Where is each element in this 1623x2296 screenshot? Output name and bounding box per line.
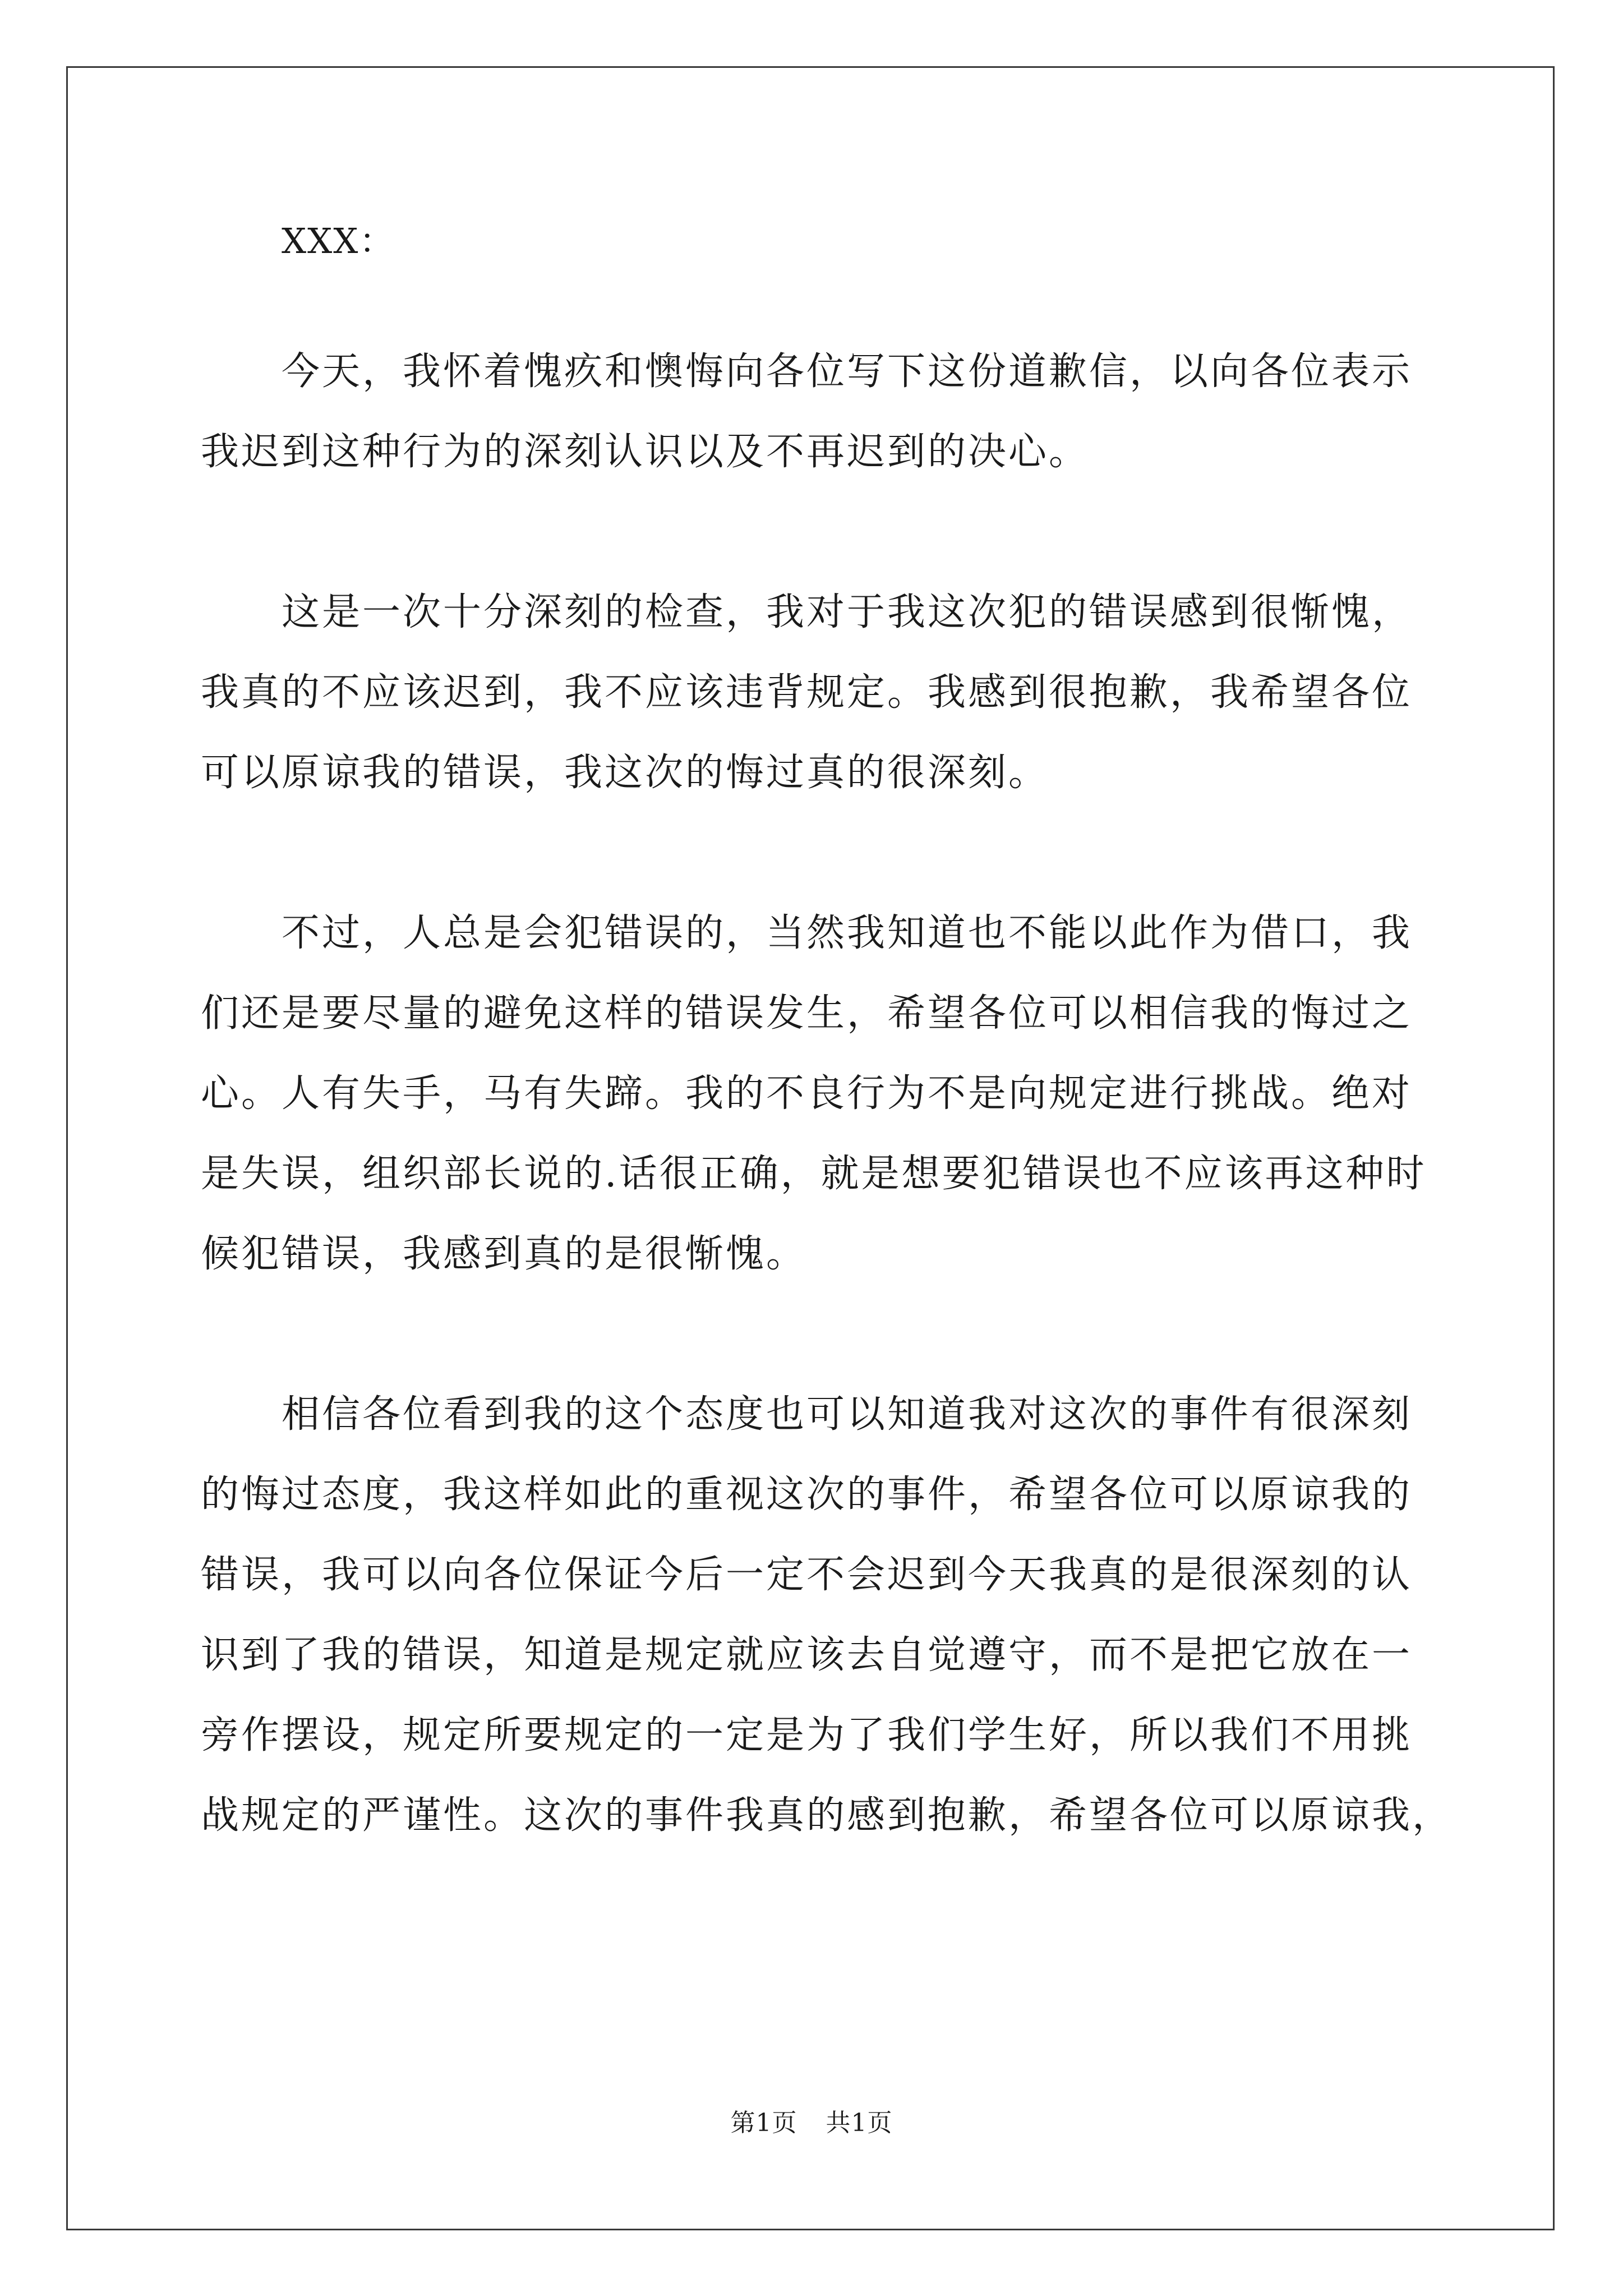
paragraph-line: 是失误，组织部长说的.话很正确，就是想要犯错误也不应该再这种时 [201,1152,1427,1196]
paragraph-line: 相信各位看到我的这个态度也可以知道我对这次的事件有很深刻 [282,1392,1413,1437]
paragraph-line: 们还是要尽量的避免这样的错误发生，希望各位可以相信我的悔过之 [201,991,1413,1036]
paragraph-line: 旁作摆设，规定所要规定的一定是为了我们学生好，所以我们不用挑 [201,1713,1413,1757]
paragraph-4 [201,1374,1453,1856]
paragraph-line: 今天，我怀着愧疚和懊悔向各位写下这份道歉信，以向各位表示 [282,349,1413,394]
paragraph-line: 错误，我可以向各位保证今后一定不会迟到今天我真的是很深刻的认 [201,1553,1413,1597]
paragraph-line: 我迟到这种行为的深刻认识以及不再迟到的决心。 [201,430,1090,474]
paragraph-2 [201,572,1435,813]
paragraph-line: 可以原谅我的错误，我这次的悔过真的很深刻。 [201,751,1049,795]
paragraph-line: 不过，人总是会犯错误的，当然我知道也不能以此作为借口，我 [282,911,1413,955]
paragraph-line: 我真的不应该迟到，我不应该违背规定。我感到很抱歉，我希望各位 [201,670,1413,715]
paragraph-line: 心。人有失手，马有失蹄。我的不良行为不是向规定进行挑战。绝对 [201,1071,1413,1116]
paragraph-1 [201,332,1435,492]
greeting: XXX： [282,220,395,261]
page-number-current: 第1页 [730,2109,797,2137]
paragraph-line: 候犯错误，我感到真的是很惭愧。 [201,1232,807,1276]
page-number-total: 共1页 [826,2109,893,2137]
letter-body [201,220,1453,1856]
paragraph-line: 的悔过态度，我这样如此的重视这次的事件，希望各位可以原谅我的 [201,1473,1413,1517]
paragraph-line: 战规定的严谨性。这次的事件我真的感到抱歉，希望各位可以原谅我， [201,1793,1453,1838]
page-footer [0,2102,1623,2138]
paragraph-line: 这是一次十分深刻的检查，我对于我这次犯的错误感到很惭愧， [282,590,1413,634]
paragraph-3 [201,893,1435,1294]
paragraph-line: 识到了我的错误，知道是规定就应该去自觉遵守，而不是把它放在一 [201,1633,1413,1677]
